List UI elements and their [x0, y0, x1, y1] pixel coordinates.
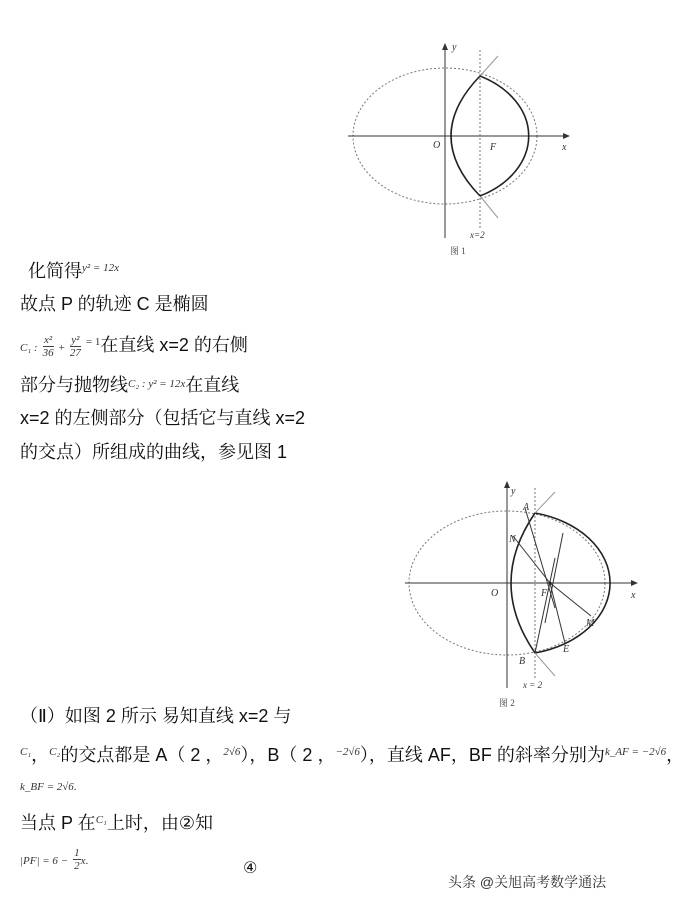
fig2-caption: 图 2 — [499, 698, 515, 708]
parabola-text-2: 在直线 — [185, 375, 240, 395]
when-p-on-c1-line — [20, 808, 213, 835]
fig2-x-label: x — [631, 590, 636, 601]
fig2-line-label: x = 2 — [523, 680, 543, 690]
pf-equation-line — [20, 846, 88, 873]
parabola-line — [20, 372, 239, 397]
figure-1 — [330, 38, 580, 258]
focus-point — [549, 582, 552, 585]
line-steep — [545, 533, 563, 623]
c2-symbol: C₂ — [49, 746, 61, 758]
part-two-line: （Ⅱ）如图 2 所示 易知直线 x=2 与 — [20, 706, 292, 726]
y-axis-arrow — [442, 43, 448, 50]
c1-symbol: C₁ — [20, 746, 32, 758]
fig2-y-axis-arrow — [504, 481, 510, 488]
intersection-text-2: ），B（ 2 ， — [240, 745, 336, 765]
conclusion-line: 故点 P 的轨迹 C 是椭圆 — [20, 294, 209, 314]
x-axis-arrow — [563, 133, 570, 139]
plus-sign: + — [58, 342, 65, 354]
parabola-equation: C₂ : y² = 12x — [128, 378, 186, 390]
circled-number-4: ④ — [243, 858, 258, 877]
c1-inline: C₁ — [95, 814, 107, 826]
fig1-line-label: x=2 — [470, 230, 485, 240]
right-side-text: 在直线 x=2 的右侧 — [100, 335, 248, 355]
intersection-text-1: 的交点都是 A（ 2 ， — [60, 745, 224, 765]
value-pos-2-root-6: 2√6 — [223, 746, 241, 758]
line-fe — [550, 583, 565, 643]
when-text-2: 上时，由②知 — [106, 813, 213, 833]
fig1-origin-label: O — [433, 140, 441, 151]
simplify-text: 化简得 — [28, 261, 82, 281]
figure-2 — [395, 478, 640, 718]
slope-bf: k_BF = 2√6 — [20, 781, 74, 793]
comma: ， — [31, 745, 50, 765]
pf-lhs: |PF| = 6 − — [20, 855, 69, 867]
simplify-equation: y² = 12x — [82, 262, 119, 274]
fig2-point-a: A — [523, 502, 530, 513]
fig2-point-b: B — [519, 656, 526, 667]
fig2-origin-label: O — [491, 588, 499, 599]
parabola-text-1: 部分与抛物线 — [20, 375, 128, 395]
fig2-x-axis-arrow — [631, 580, 638, 586]
fig2-point-n: N — [509, 534, 516, 545]
equals-one: = 1 — [85, 336, 101, 348]
pf-period: . — [85, 855, 89, 867]
period: . — [73, 781, 77, 793]
fig1-y-label: y — [452, 42, 457, 53]
value-neg-2-root-6: −2√6 — [335, 746, 360, 758]
ellipse-equation-line — [20, 330, 248, 360]
pf-x: x — [80, 855, 86, 867]
simplify-line — [28, 256, 119, 283]
left-side-line: x=2 的左侧部分（包括它与直线 x=2 — [20, 408, 306, 428]
fig1-caption: 图 1 — [450, 246, 466, 256]
fraction-x2-36: $\frac{\text{x²}}{36}$ — [42, 333, 54, 359]
slope-af: k_AF = −2√6 — [604, 746, 667, 758]
fig1-x-label: x — [562, 142, 567, 153]
when-text-1: 当点 P 在 — [20, 813, 96, 833]
fig2-point-e: E — [563, 644, 570, 655]
fraction-one-half: $\frac{1}{2}$ — [74, 846, 80, 872]
line-fn — [513, 536, 550, 583]
fraction-y2-27: $\frac{\text{y²}}{27}$ — [69, 333, 81, 359]
curve-reference-line: 的交点）所组成的曲线，参见图 1 — [20, 442, 288, 462]
fig2-focus-label: F — [541, 588, 548, 599]
line-fm — [550, 583, 591, 616]
intersection-text-3: ），直线 AF，BF 的斜率分别为 — [359, 745, 605, 765]
fig2-y-label: y — [511, 486, 516, 497]
slope-bf-line — [20, 772, 77, 799]
c1-label: C₁ : — [20, 342, 38, 354]
fig1-focus-label: F — [490, 142, 497, 153]
watermark: 头条 @关旭高考数学通法 — [448, 874, 607, 890]
fig2-point-m: M — [586, 618, 595, 629]
line-bf — [535, 558, 555, 653]
intersection-line — [20, 740, 684, 767]
intersection-text-4: ， — [666, 745, 684, 765]
